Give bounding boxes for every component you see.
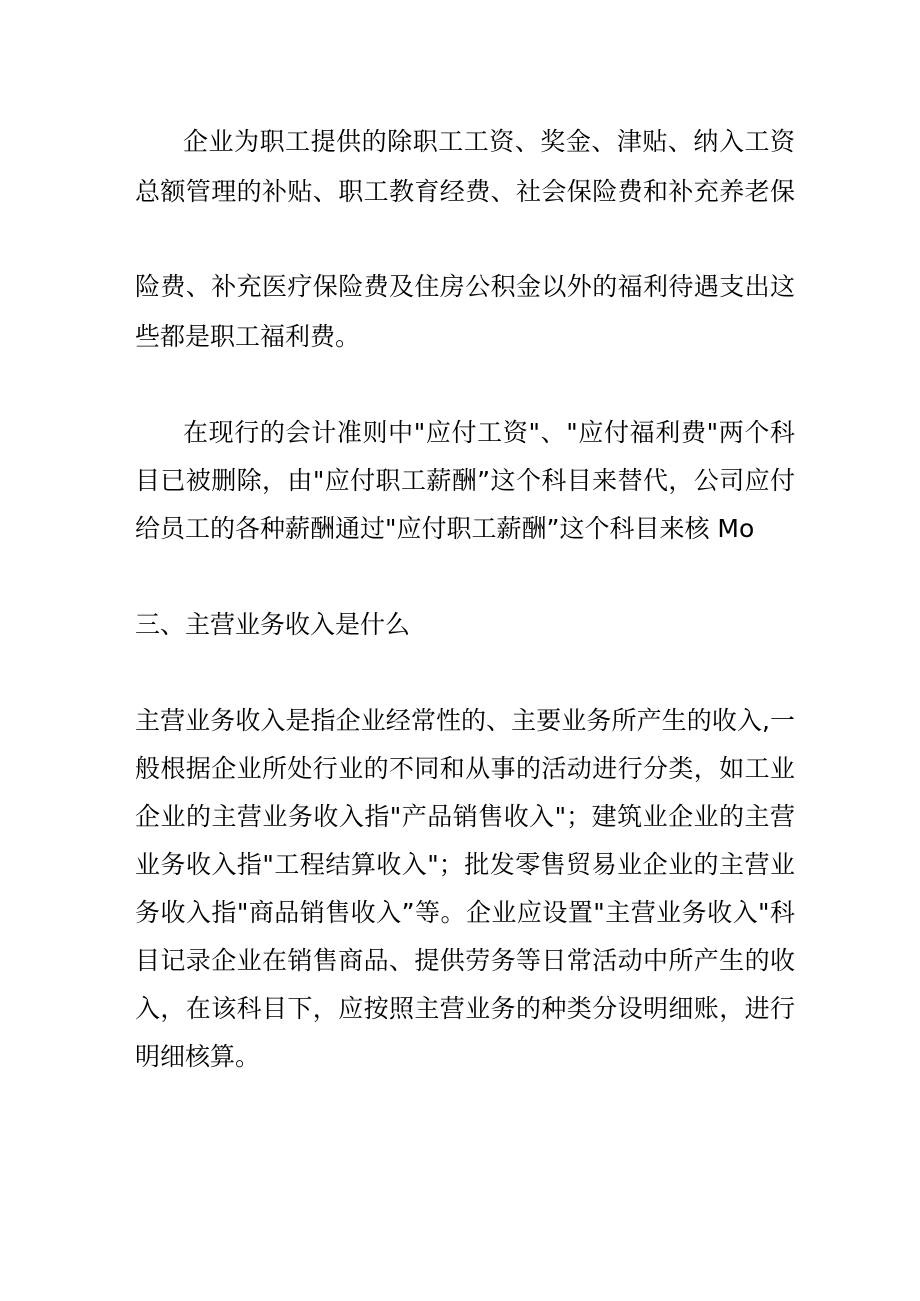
paragraph-1-line-2: 总额管理的补贴、职工教育经费、社会保险费和补充养老保 <box>135 177 795 206</box>
paragraph-3-line-1: 主营业务收入是指企业经常性的、主要业务所产生的收入,一 <box>135 706 795 735</box>
paragraph-2-line-1: 在现行的会计准则中"应付工资"、"应付福利费"两个科 <box>183 418 795 447</box>
paragraph-3-line-4: 业务收入指"工程结算收入"；批发零售贸易业企业的主营业 <box>135 850 795 879</box>
paragraph-2-line-3: 给员工的各种薪酬通过"应付职工薪酬”这个科目来核 Mo <box>135 514 755 543</box>
paragraph-1-line-1: 企业为职工提供的除职工工资、奖金、津贴、纳入工资 <box>183 127 795 156</box>
paragraph-3-line-7: 入，在该科目下，应按照主营业务的种类分设明细账，进行 <box>135 994 795 1023</box>
paragraph-1-line-3: 险费、补充医疗保险费及住房公积金以外的福利待遇支出这 <box>135 272 795 301</box>
paragraph-3-line-5: 务收入指"商品销售收入”等。企业应设置"主营业务收入"科 <box>135 898 795 927</box>
section-heading: 三、主营业务收入是什么 <box>135 610 411 639</box>
paragraph-3-line-2: 般根据企业所处行业的不同和从事的活动进行分类，如工业 <box>135 754 795 783</box>
paragraph-3-line-3: 企业的主营业务收入指"产品销售收入"；建筑业企业的主营 <box>135 802 795 831</box>
paragraph-3-line-8: 明细核算。 <box>135 1042 261 1071</box>
paragraph-3-line-6: 目记录企业在销售商品、提供劳务等日常活动中所产生的收 <box>135 946 795 975</box>
paragraph-2-line-2: 目已被删除，由"应付职工薪酬”这个科目来替代，公司应付 <box>135 466 795 495</box>
paragraph-1-line-4: 些都是职工福利费。 <box>135 322 361 351</box>
